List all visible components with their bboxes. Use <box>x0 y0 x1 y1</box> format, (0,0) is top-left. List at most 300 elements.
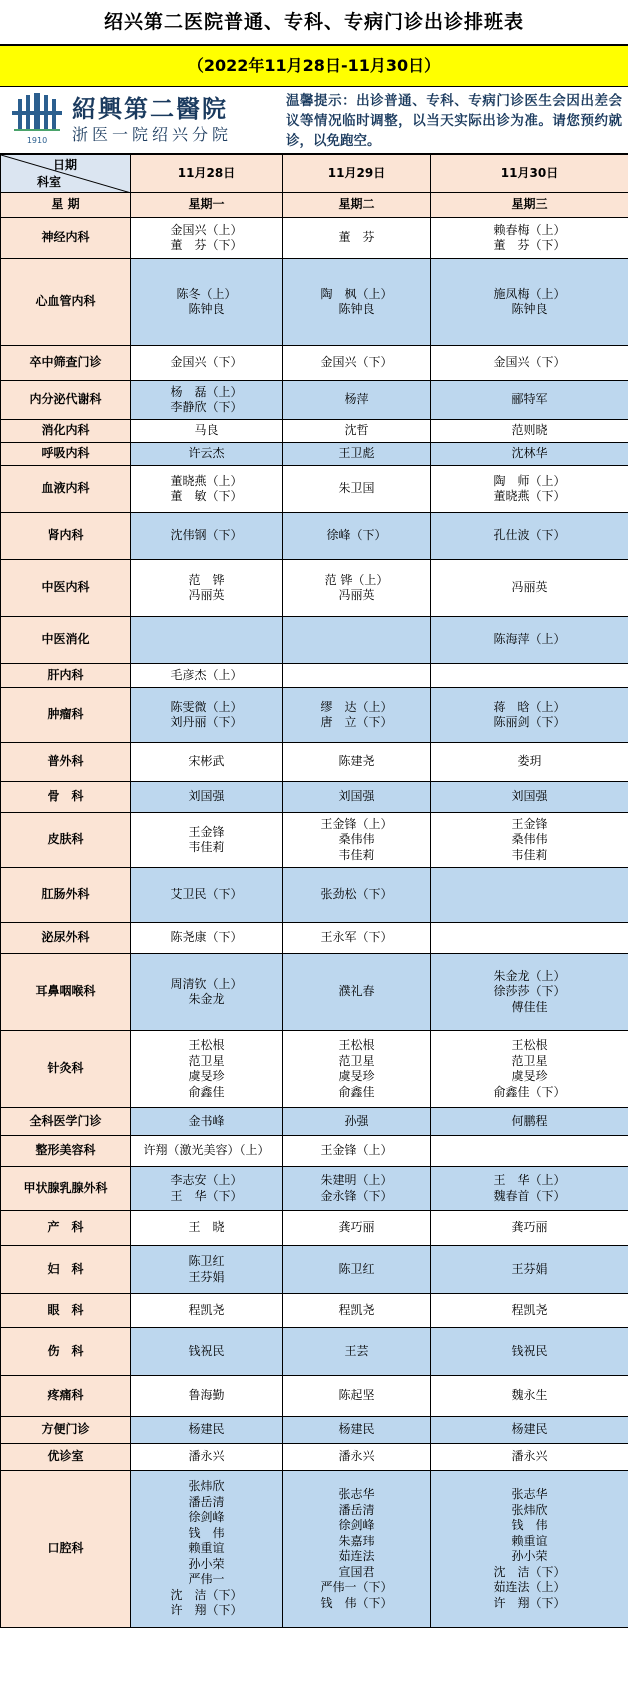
doctor-name: 王 华（下） <box>170 1188 243 1203</box>
doctor-cell <box>131 1417 283 1444</box>
doctor-name: 陈钟良 <box>338 302 375 316</box>
doctor-name: 韦佳莉 <box>338 847 375 862</box>
doctor-cell <box>283 346 431 381</box>
doctor-cell <box>431 1246 628 1294</box>
doctor-name: 沈伟钢（下） <box>170 528 243 543</box>
doctor-name: 杨建民 <box>338 1422 375 1437</box>
doctor-cell <box>431 218 628 259</box>
doctor-cell <box>283 1328 431 1376</box>
doctor-name: 唐 立（下） <box>320 715 393 729</box>
department-name: 卒中筛查门诊 <box>1 346 131 381</box>
doctor-cell <box>283 513 431 560</box>
doctor-name: 范卫星 <box>338 1053 375 1068</box>
schedule-row <box>1 513 628 560</box>
doctor-name: 范则晓 <box>511 423 548 438</box>
doctor-name: 金国兴（下） <box>493 355 566 370</box>
date-header-row <box>1 155 628 193</box>
doctor-name: 蒋 晗（上） <box>493 699 566 714</box>
doctor-cell <box>431 346 628 381</box>
doctor-name: 钱 伟（下） <box>320 1595 393 1610</box>
doctor-name: 潘岳清 <box>338 1502 375 1517</box>
doctor-name: 俞鑫佳（下） <box>493 1084 566 1099</box>
doctor-cell <box>431 923 628 954</box>
doctor-cell <box>431 381 628 420</box>
department-name: 全科医学门诊 <box>1 1108 131 1136</box>
doctor-cell <box>431 743 628 782</box>
doctor-cell <box>131 1211 283 1246</box>
doctor-name: 马良 <box>194 423 219 438</box>
schedule-row <box>1 617 628 664</box>
schedule-row <box>1 1444 628 1471</box>
doctor-cell <box>431 1417 628 1444</box>
doctor-name: 陈钟良 <box>511 302 548 316</box>
doctor-cell <box>431 813 628 868</box>
department-name: 甲状腺乳腺外科 <box>1 1167 131 1211</box>
doctor-name: 金永锋（下） <box>320 1188 393 1203</box>
notice-text: 温馨提示：出诊普通、专科、专病门诊医生会因出差会议等情况临时调整，以当天实际出诊为准。请您预约就诊，以免跑空。 <box>286 93 622 149</box>
doctor-cell <box>431 1136 628 1167</box>
doctor-name: 娄玥 <box>517 754 542 769</box>
doctor-cell <box>283 1444 431 1471</box>
doctor-cell <box>283 218 431 259</box>
info-band <box>0 87 628 154</box>
doctor-cell <box>283 466 431 513</box>
doctor-name: 陈丽剑（下） <box>493 715 566 729</box>
doctor-name: 金国兴（下） <box>170 355 243 370</box>
doctor-cell <box>431 1328 628 1376</box>
doctor-name: 严伟一 <box>188 1572 225 1587</box>
doctor-name: 陈钟良 <box>188 302 225 316</box>
doctor-cell <box>131 868 283 923</box>
doctor-cell <box>131 1246 283 1294</box>
department-name: 优诊室 <box>1 1444 131 1471</box>
doctor-name: 程凯尧 <box>338 1302 375 1317</box>
doctor-name: 陈冬（上） <box>176 286 237 301</box>
department-name: 耳鼻咽喉科 <box>1 954 131 1031</box>
doctor-name: 陈建尧 <box>338 754 375 769</box>
doctor-cell <box>131 813 283 868</box>
schedule-row <box>1 688 628 743</box>
department-name: 肝内科 <box>1 664 131 688</box>
department-name: 中医消化 <box>1 617 131 664</box>
doctor-cell <box>131 420 283 443</box>
schedule-row <box>1 743 628 782</box>
date-header: 11月29日 <box>283 155 431 193</box>
doctor-cell <box>283 1294 431 1328</box>
schedule-row <box>1 954 628 1031</box>
doctor-name: 董 芬 <box>338 230 375 245</box>
department-name: 眼 科 <box>1 1294 131 1328</box>
doctor-name: 陈卫红 <box>338 1261 375 1276</box>
doctor-name: 范卫星 <box>511 1053 548 1068</box>
doctor-name: 沈林华 <box>511 446 548 461</box>
doctor-cell <box>431 1031 628 1108</box>
doctor-name: 刘国强 <box>338 789 375 804</box>
doctor-name: 施凤梅（上） <box>493 286 566 301</box>
doctor-cell <box>131 617 283 664</box>
doctor-name: 王金锋 <box>188 824 225 839</box>
doctor-name: 陈卫红 <box>188 1254 225 1268</box>
doctor-name: 茹连法 <box>338 1549 375 1563</box>
doctor-cell <box>431 560 628 617</box>
doctor-cell <box>131 954 283 1031</box>
doctor-name: 俞鑫佳 <box>188 1084 225 1099</box>
doctor-name: 艾卫民（下） <box>170 887 243 902</box>
doctor-cell <box>431 466 628 513</box>
doctor-name: 朱嘉玮 <box>338 1533 375 1548</box>
doctor-name: 钱祝民 <box>511 1343 548 1358</box>
department-name: 疼痛科 <box>1 1376 131 1417</box>
logo-name: 紹興第二醫院 <box>72 94 228 123</box>
schedule-row <box>1 1031 628 1108</box>
doctor-name: 王 华（上） <box>493 1173 566 1187</box>
doctor-cell <box>131 513 283 560</box>
doctor-cell <box>131 1328 283 1376</box>
doctor-name: 李志安（上） <box>170 1173 243 1187</box>
doctor-cell <box>431 664 628 688</box>
doctor-name: 沈哲 <box>344 423 369 438</box>
doctor-cell <box>283 1031 431 1108</box>
doctor-cell <box>283 1246 431 1294</box>
doctor-cell <box>283 560 431 617</box>
date-range: （2022年11月28日-11月30日） <box>0 46 628 87</box>
doctor-name: 冯丽英 <box>188 588 225 602</box>
doctor-cell <box>431 513 628 560</box>
doctor-name: 董 芬（下） <box>170 238 243 252</box>
doctor-cell <box>131 1444 283 1471</box>
doctor-name: 董 芬（下） <box>493 238 566 252</box>
doctor-name: 朱金龙 <box>188 992 225 1006</box>
schedule-row <box>1 259 628 346</box>
doctor-cell <box>131 1108 283 1136</box>
doctor-cell <box>431 1471 628 1628</box>
doctor-name: 徐剑峰 <box>188 1510 225 1525</box>
doctor-name: 金书峰 <box>188 1113 225 1128</box>
schedule-row <box>1 466 628 513</box>
department-name: 方便门诊 <box>1 1417 131 1444</box>
doctor-cell <box>431 1211 628 1246</box>
doctor-name: 宋彬武 <box>188 754 225 769</box>
doctor-cell <box>431 443 628 466</box>
date-header: 11月28日 <box>131 155 283 193</box>
schedule-row <box>1 1211 628 1246</box>
doctor-cell <box>283 813 431 868</box>
doctor-name: 王金锋（上） <box>320 816 393 831</box>
department-name: 泌尿外科 <box>1 923 131 954</box>
doctor-name: 董晓燕（下） <box>493 489 566 503</box>
schedule-row <box>1 1417 628 1444</box>
department-name: 整形美容科 <box>1 1136 131 1167</box>
doctor-name: 赖重谊 <box>188 1541 225 1556</box>
doctor-name: 朱建明（上） <box>320 1173 393 1187</box>
department-name: 产 科 <box>1 1211 131 1246</box>
doctor-name: 虞旻珍 <box>188 1069 225 1083</box>
doctor-cell <box>283 1417 431 1444</box>
doctor-name: 鲁海勤 <box>188 1388 225 1403</box>
doctor-name: 朱卫国 <box>338 481 375 496</box>
doctor-cell <box>283 664 431 688</box>
weekday-header: 星期一 <box>131 193 283 218</box>
doctor-name: 缪 达（上） <box>320 699 393 714</box>
doctor-cell <box>431 1376 628 1417</box>
doctor-cell <box>431 868 628 923</box>
doctor-name: 赖重谊 <box>511 1533 548 1548</box>
doctor-name: 王 晓 <box>188 1220 225 1235</box>
doctor-name: 王卫彪 <box>338 446 375 461</box>
schedule-row <box>1 813 628 868</box>
corner-cell <box>1 155 131 193</box>
doctor-cell <box>131 923 283 954</box>
doctor-name: 龚巧丽 <box>338 1220 375 1235</box>
doctor-name: 范卫星 <box>188 1053 225 1068</box>
department-name: 肛肠外科 <box>1 868 131 923</box>
doctor-name: 陈雯微（上） <box>170 699 243 714</box>
doctor-cell <box>131 466 283 513</box>
doctor-cell <box>283 954 431 1031</box>
doctor-name: 陶 枫（上） <box>320 286 393 301</box>
doctor-name: 孙小荣 <box>511 1549 548 1563</box>
doctor-name: 张炜欣 <box>188 1479 225 1494</box>
doctor-name: 王永军（下） <box>320 930 393 945</box>
doctor-name: 王芸 <box>344 1343 369 1358</box>
schedule-row <box>1 420 628 443</box>
doctor-cell <box>283 1211 431 1246</box>
doctor-cell <box>431 1444 628 1471</box>
department-name: 心血管内科 <box>1 259 131 346</box>
schedule-row <box>1 664 628 688</box>
doctor-cell <box>283 420 431 443</box>
doctor-cell <box>131 1471 283 1628</box>
doctor-cell <box>131 664 283 688</box>
schedule-row <box>1 868 628 923</box>
weekday-header: 星期二 <box>283 193 431 218</box>
doctor-name: 龚巧丽 <box>511 1220 548 1235</box>
hospital-logo <box>0 87 282 153</box>
doctor-name: 沈 洁（下） <box>493 1564 566 1579</box>
schedule-row <box>1 1294 628 1328</box>
doctor-name: 孙小荣 <box>188 1556 225 1571</box>
doctor-cell <box>431 1108 628 1136</box>
doctor-cell <box>283 782 431 813</box>
doctor-name: 毛彦杰（上） <box>170 667 243 682</box>
doctor-name: 刘丹丽（下） <box>170 715 243 729</box>
doctor-cell <box>431 954 628 1031</box>
department-name: 消化内科 <box>1 420 131 443</box>
doctor-name: 杨建民 <box>188 1422 225 1437</box>
doctor-cell <box>131 688 283 743</box>
doctor-name: 张志华 <box>338 1487 375 1501</box>
schedule-row <box>1 1471 628 1628</box>
department-name: 肿瘤科 <box>1 688 131 743</box>
doctor-name: 董晓燕（上） <box>170 473 243 488</box>
doctor-cell <box>283 1376 431 1417</box>
doctor-name: 王松根 <box>338 1038 375 1052</box>
doctor-name: 陈尧康（下） <box>170 930 243 945</box>
doctor-cell <box>431 1167 628 1211</box>
department-name: 普外科 <box>1 743 131 782</box>
doctor-name: 严伟一（下） <box>320 1580 393 1594</box>
doctor-name: 杨萍 <box>344 392 369 407</box>
doctor-cell <box>131 346 283 381</box>
doctor-name: 何鹏程 <box>511 1113 548 1128</box>
schedule-row <box>1 1246 628 1294</box>
doctor-cell <box>131 743 283 782</box>
doctor-name: 程凯尧 <box>511 1302 548 1317</box>
doctor-name: 董 敏（下） <box>170 489 243 503</box>
doctor-name: 魏春首（下） <box>493 1188 566 1203</box>
department-name: 肾内科 <box>1 513 131 560</box>
doctor-name: 徐峰（下） <box>326 528 387 543</box>
schedule-table <box>0 154 628 1628</box>
department-name: 血液内科 <box>1 466 131 513</box>
doctor-name: 孙强 <box>344 1113 369 1128</box>
doctor-cell <box>131 259 283 346</box>
schedule-row <box>1 1108 628 1136</box>
doctor-name: 钱 伟 <box>188 1525 225 1540</box>
doctor-cell <box>283 381 431 420</box>
doctor-name: 徐莎莎（下） <box>493 984 566 999</box>
department-name: 骨 科 <box>1 782 131 813</box>
doctor-name: 魏永生 <box>511 1388 548 1403</box>
doctor-name: 金国兴（下） <box>320 355 393 370</box>
schedule-row <box>1 782 628 813</box>
doctor-name: 张劲松（下） <box>320 887 393 902</box>
doctor-name: 刘国强 <box>511 789 548 804</box>
department-name: 呼吸内科 <box>1 443 131 466</box>
doctor-cell <box>131 1376 283 1417</box>
doctor-name: 潘永兴 <box>188 1449 225 1464</box>
schedule-row <box>1 443 628 466</box>
schedule-row <box>1 1167 628 1211</box>
doctor-cell <box>131 1136 283 1167</box>
logo-year: 1910 <box>26 136 48 145</box>
doctor-name: 金国兴（上） <box>170 222 243 237</box>
doctor-cell <box>283 259 431 346</box>
doctor-name: 刘国强 <box>188 789 225 804</box>
doctor-name: 冯丽英 <box>338 588 375 602</box>
doctor-name: 许翔（激光美容）（上） <box>143 1143 270 1158</box>
doctor-name: 李静欣（下） <box>170 400 243 414</box>
doctor-name: 潘永兴 <box>338 1449 375 1464</box>
schedule-row <box>1 381 628 420</box>
doctor-name: 郦特军 <box>511 392 548 407</box>
doctor-name: 宣国君 <box>338 1564 375 1579</box>
schedule-row <box>1 1376 628 1417</box>
doctor-name: 范 铧 <box>188 572 225 587</box>
doctor-name: 俞鑫佳 <box>338 1084 375 1099</box>
doctor-cell <box>131 1031 283 1108</box>
doctor-name: 虞旻珍 <box>338 1069 375 1083</box>
doctor-name: 杨建民 <box>511 1422 548 1437</box>
doctor-cell <box>131 560 283 617</box>
doctor-cell <box>283 443 431 466</box>
department-name: 神经内科 <box>1 218 131 259</box>
doctor-name: 潘岳清 <box>188 1494 225 1509</box>
department-name: 口腔科 <box>1 1471 131 1628</box>
doctor-name: 王芬娟 <box>511 1261 548 1276</box>
department-name: 伤 科 <box>1 1328 131 1376</box>
doctor-cell <box>131 218 283 259</box>
doctor-name: 潘永兴 <box>511 1449 548 1464</box>
doctor-name: 钱 伟 <box>511 1518 548 1532</box>
doctor-name: 陈起坚 <box>338 1388 375 1403</box>
doctor-name: 桑伟伟 <box>338 832 375 847</box>
department-name: 中医内科 <box>1 560 131 617</box>
doctor-name: 钱祝民 <box>188 1343 225 1358</box>
doctor-name: 濮礼春 <box>338 984 375 999</box>
doctor-name: 赖春梅（上） <box>493 222 566 237</box>
doctor-cell <box>131 443 283 466</box>
doctor-cell <box>283 1471 431 1628</box>
doctor-cell <box>283 1108 431 1136</box>
doctor-name: 王芬娟 <box>188 1269 225 1284</box>
doctor-cell <box>431 782 628 813</box>
doctor-cell <box>283 743 431 782</box>
schedule-row <box>1 346 628 381</box>
doctor-name: 王松根 <box>188 1038 225 1052</box>
schedule-row <box>1 1136 628 1167</box>
doctor-name: 杨 磊（上） <box>170 384 243 399</box>
doctor-name: 茹连法（上） <box>493 1580 566 1594</box>
doctor-name: 傅佳佳 <box>511 999 548 1014</box>
doctor-name: 冯丽英 <box>511 580 548 595</box>
weekday-row <box>1 193 628 218</box>
doctor-cell <box>283 1167 431 1211</box>
doctor-cell <box>283 868 431 923</box>
doctor-name: 韦佳莉 <box>511 847 548 862</box>
doctor-name: 孔仕波（下） <box>493 528 566 543</box>
doctor-name: 张炜欣 <box>511 1502 548 1517</box>
hospital-emblem-icon <box>8 91 66 149</box>
doctor-name: 桑伟伟 <box>511 832 548 847</box>
weekday-label: 星 期 <box>1 193 131 218</box>
doctor-name: 陶 师（上） <box>493 473 566 488</box>
schedule-row <box>1 218 628 259</box>
corner-dept-label: 科室 <box>37 175 62 189</box>
doctor-name: 王金锋（上） <box>320 1143 393 1158</box>
doctor-cell <box>431 688 628 743</box>
doctor-cell <box>431 420 628 443</box>
doctor-name: 虞旻珍 <box>511 1069 548 1083</box>
doctor-cell <box>431 259 628 346</box>
doctor-name: 周清钦（上） <box>170 976 243 991</box>
doctor-name: 范 铧（上） <box>324 572 389 587</box>
doctor-name: 许 翔（下） <box>170 1603 243 1618</box>
doctor-name: 王松根 <box>511 1038 548 1052</box>
doctor-name: 张志华 <box>511 1487 548 1501</box>
doctor-name: 沈 洁（下） <box>170 1587 243 1602</box>
schedule-row <box>1 923 628 954</box>
doctor-cell <box>283 923 431 954</box>
doctor-name: 陈海萍（上） <box>493 632 566 647</box>
doctor-cell <box>431 617 628 664</box>
department-name: 皮肤科 <box>1 813 131 868</box>
doctor-cell <box>431 1294 628 1328</box>
schedule-row <box>1 560 628 617</box>
doctor-name: 朱金龙（上） <box>493 968 566 983</box>
doctor-name: 徐剑峰 <box>338 1518 375 1532</box>
doctor-name: 许云杰 <box>188 446 225 461</box>
department-name: 内分泌代谢科 <box>1 381 131 420</box>
doctor-cell <box>283 617 431 664</box>
date-header: 11月30日 <box>431 155 628 193</box>
doctor-cell <box>131 1294 283 1328</box>
department-name: 针灸科 <box>1 1031 131 1108</box>
doctor-cell <box>131 782 283 813</box>
schedule-row <box>1 1328 628 1376</box>
logo-subtitle: 浙医一院绍兴分院 <box>72 125 233 144</box>
doctor-cell <box>283 688 431 743</box>
